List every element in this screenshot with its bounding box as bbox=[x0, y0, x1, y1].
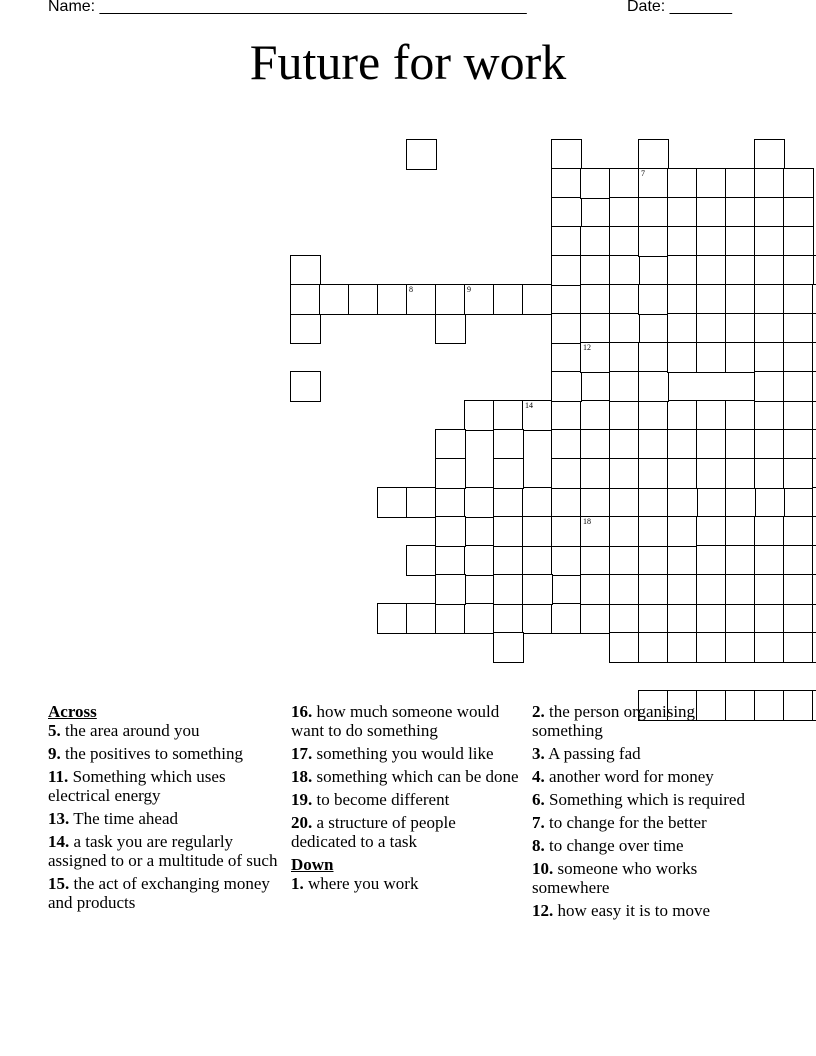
clue-text: another word for money bbox=[549, 767, 714, 786]
grid-cell[interactable] bbox=[609, 487, 640, 518]
grid-cell[interactable] bbox=[783, 516, 814, 547]
down-clue bbox=[532, 767, 764, 786]
grid-cell[interactable] bbox=[551, 168, 582, 199]
grid-cell[interactable] bbox=[638, 487, 669, 518]
grid-cell[interactable] bbox=[609, 516, 640, 547]
grid-cell[interactable] bbox=[783, 429, 814, 460]
clue-text: the person organising something bbox=[532, 702, 696, 740]
grid-cell[interactable] bbox=[493, 603, 524, 634]
down-clue bbox=[532, 859, 764, 897]
grid-cell[interactable] bbox=[435, 574, 466, 605]
grid-cell[interactable] bbox=[754, 516, 785, 547]
grid-cell[interactable] bbox=[667, 545, 698, 576]
grid-cell[interactable] bbox=[667, 313, 698, 344]
grid-cell[interactable] bbox=[783, 168, 814, 199]
grid-cell[interactable] bbox=[580, 284, 611, 315]
grid-cell[interactable] bbox=[696, 458, 727, 489]
grid-cell[interactable] bbox=[638, 342, 669, 373]
puzzle-title: Future for work bbox=[249, 34, 567, 90]
clue-number-label: 9 bbox=[467, 285, 471, 294]
grid-cell[interactable] bbox=[667, 168, 698, 199]
clue-number: 15. bbox=[48, 874, 70, 893]
grid-cell[interactable] bbox=[638, 603, 669, 634]
grid-cell[interactable] bbox=[783, 197, 814, 228]
grid-cell[interactable] bbox=[783, 342, 814, 373]
grid-cell[interactable] bbox=[725, 400, 756, 431]
grid-cell[interactable] bbox=[696, 255, 727, 286]
clue-number: 5. bbox=[48, 721, 61, 740]
grid-cell[interactable] bbox=[580, 371, 611, 402]
grid-cell[interactable] bbox=[551, 313, 582, 344]
grid-cell[interactable] bbox=[638, 168, 669, 199]
down-clue bbox=[532, 813, 764, 832]
grid-cell[interactable] bbox=[609, 255, 640, 286]
grid-cell[interactable] bbox=[725, 458, 756, 489]
grid-cell[interactable] bbox=[812, 632, 816, 663]
grid-cell[interactable] bbox=[406, 139, 437, 170]
grid-cell[interactable] bbox=[290, 284, 321, 315]
grid-cell[interactable] bbox=[377, 603, 408, 634]
grid-cell[interactable] bbox=[754, 197, 785, 228]
grid-cell[interactable] bbox=[551, 197, 582, 228]
clue-number: 14. bbox=[48, 832, 70, 851]
grid-cell[interactable] bbox=[696, 313, 727, 344]
across-clue bbox=[291, 702, 523, 740]
grid-cell[interactable] bbox=[551, 400, 582, 431]
grid-cell[interactable] bbox=[580, 574, 611, 605]
grid-cell[interactable] bbox=[580, 545, 611, 576]
grid-cell[interactable] bbox=[754, 226, 785, 257]
clue-text: Something which uses electrical energy bbox=[48, 767, 226, 805]
grid-cell[interactable] bbox=[667, 255, 698, 286]
grid-cell[interactable] bbox=[522, 516, 553, 547]
clue-text: someone who works somewhere bbox=[532, 859, 698, 897]
grid-cell[interactable] bbox=[667, 197, 698, 228]
grid-cell[interactable] bbox=[377, 487, 408, 518]
grid-cell[interactable] bbox=[435, 516, 466, 547]
across-clue bbox=[48, 809, 280, 828]
clue-number: 9. bbox=[48, 744, 61, 763]
grid-cell[interactable] bbox=[580, 226, 611, 257]
grid-cell[interactable] bbox=[580, 429, 611, 460]
grid-cell[interactable] bbox=[754, 603, 785, 634]
grid-cell[interactable] bbox=[725, 487, 756, 518]
grid-cell[interactable] bbox=[812, 487, 816, 518]
grid-cell[interactable] bbox=[696, 632, 727, 663]
grid-cell[interactable] bbox=[754, 429, 785, 460]
grid-cell[interactable] bbox=[667, 429, 698, 460]
clue-number: 8. bbox=[532, 836, 545, 855]
grid-cell[interactable] bbox=[725, 516, 756, 547]
grid-cell[interactable] bbox=[667, 342, 698, 373]
grid-cell[interactable] bbox=[551, 516, 582, 547]
grid-cell[interactable] bbox=[493, 516, 524, 547]
grid-cell[interactable] bbox=[580, 603, 611, 634]
grid-cell[interactable] bbox=[725, 313, 756, 344]
clue-number: 12. bbox=[532, 901, 554, 920]
clue-text: a structure of people dedicated to a task bbox=[291, 813, 456, 851]
grid-cell[interactable] bbox=[348, 284, 379, 315]
grid-cell[interactable] bbox=[435, 603, 466, 634]
grid-cell[interactable] bbox=[783, 545, 814, 576]
grid-cell[interactable] bbox=[638, 139, 669, 170]
grid-cell[interactable] bbox=[638, 226, 669, 257]
grid-cell[interactable] bbox=[551, 226, 582, 257]
grid-cell[interactable] bbox=[377, 284, 408, 315]
grid-cell[interactable] bbox=[609, 197, 640, 228]
grid-cell[interactable] bbox=[493, 458, 524, 489]
grid-cell[interactable] bbox=[667, 574, 698, 605]
grid-cell[interactable] bbox=[754, 284, 785, 315]
grid-cell[interactable] bbox=[696, 168, 727, 199]
grid-cell[interactable] bbox=[812, 371, 816, 402]
clue-number: 13. bbox=[48, 809, 70, 828]
grid-cell[interactable] bbox=[754, 574, 785, 605]
grid-cell[interactable] bbox=[667, 632, 698, 663]
grid-cell[interactable] bbox=[435, 487, 466, 518]
grid-cell[interactable] bbox=[609, 429, 640, 460]
down-clue bbox=[532, 836, 764, 855]
grid-cell[interactable] bbox=[783, 226, 814, 257]
clue-number-label: 12 bbox=[583, 343, 591, 352]
grid-cell[interactable] bbox=[783, 603, 814, 634]
grid-cell[interactable] bbox=[725, 603, 756, 634]
grid-cell[interactable] bbox=[725, 545, 756, 576]
clue-number: 7. bbox=[532, 813, 545, 832]
grid-cell[interactable] bbox=[754, 458, 785, 489]
grid-cell[interactable] bbox=[580, 168, 611, 199]
grid-cell[interactable] bbox=[812, 429, 816, 460]
across-heading: Across bbox=[48, 702, 97, 721]
grid-cell[interactable] bbox=[493, 545, 524, 576]
grid-cell[interactable] bbox=[754, 487, 785, 518]
grid-cell[interactable] bbox=[493, 487, 524, 518]
grid-cell[interactable] bbox=[812, 284, 816, 315]
clue-text: The time ahead bbox=[73, 809, 178, 828]
down-clue bbox=[291, 874, 523, 893]
grid-cell[interactable] bbox=[638, 632, 669, 663]
down-clue bbox=[532, 744, 764, 763]
grid-cell[interactable] bbox=[725, 429, 756, 460]
clue-number-label: 8 bbox=[409, 285, 413, 294]
grid-cell[interactable] bbox=[522, 603, 553, 634]
grid-cell[interactable] bbox=[638, 284, 669, 315]
grid-cell[interactable] bbox=[638, 400, 669, 431]
grid-cell[interactable] bbox=[551, 545, 582, 576]
grid-cell[interactable] bbox=[464, 603, 495, 634]
clue-column-1 bbox=[48, 702, 280, 916]
clue-number: 10. bbox=[532, 859, 554, 878]
grid-cell[interactable] bbox=[580, 197, 611, 228]
grid-cell[interactable] bbox=[464, 487, 495, 518]
grid-cell[interactable] bbox=[406, 284, 437, 315]
across-clue bbox=[291, 767, 523, 786]
grid-cell[interactable] bbox=[812, 516, 816, 547]
grid-cell[interactable] bbox=[551, 458, 582, 489]
grid-cell[interactable] bbox=[609, 371, 640, 402]
grid-cell[interactable] bbox=[638, 545, 669, 576]
name-field[interactable]: Name: ________________________________________________ bbox=[48, 0, 527, 15]
clue-column-2 bbox=[291, 702, 523, 897]
grid-cell[interactable] bbox=[754, 139, 785, 170]
across-clue bbox=[291, 813, 523, 851]
grid-cell[interactable] bbox=[522, 574, 553, 605]
grid-cell[interactable] bbox=[638, 458, 669, 489]
grid-cell[interactable] bbox=[696, 487, 727, 518]
grid-cell[interactable] bbox=[609, 603, 640, 634]
grid-cell[interactable] bbox=[638, 574, 669, 605]
grid-cell[interactable] bbox=[754, 371, 785, 402]
grid-cell[interactable] bbox=[667, 516, 698, 547]
grid-cell[interactable] bbox=[551, 284, 582, 315]
grid-cell[interactable] bbox=[812, 458, 816, 489]
down-heading: Down bbox=[291, 855, 334, 874]
grid-cell[interactable] bbox=[812, 574, 816, 605]
grid-cell[interactable] bbox=[696, 342, 727, 373]
grid-cell[interactable] bbox=[696, 516, 727, 547]
grid-cell[interactable] bbox=[609, 632, 640, 663]
grid-cell[interactable] bbox=[812, 400, 816, 431]
grid-cell[interactable] bbox=[783, 255, 814, 286]
clue-text: the positives to something bbox=[65, 744, 244, 763]
grid-cell[interactable] bbox=[696, 574, 727, 605]
grid-cell[interactable] bbox=[696, 197, 727, 228]
date-field[interactable]: Date: _______ bbox=[627, 0, 732, 15]
grid-cell[interactable] bbox=[783, 690, 814, 721]
grid-cell[interactable] bbox=[551, 603, 582, 634]
grid-cell[interactable] bbox=[783, 313, 814, 344]
grid-cell[interactable] bbox=[783, 458, 814, 489]
grid-cell[interactable] bbox=[725, 226, 756, 257]
clue-text: how much someone would want to do something bbox=[291, 702, 500, 740]
grid-cell[interactable] bbox=[638, 313, 669, 344]
clue-text: a task you are regularly assigned to or a multitude of such bbox=[48, 832, 278, 870]
clue-number-label: 7 bbox=[641, 169, 645, 178]
clue-text: the act of exchanging money and products bbox=[48, 874, 270, 912]
down-clue bbox=[532, 790, 764, 809]
grid-cell[interactable] bbox=[580, 487, 611, 518]
grid-cell[interactable] bbox=[754, 168, 785, 199]
grid-cell[interactable] bbox=[783, 371, 814, 402]
grid-cell[interactable] bbox=[464, 545, 495, 576]
grid-cell[interactable] bbox=[725, 342, 756, 373]
grid-cell[interactable] bbox=[696, 429, 727, 460]
across-clue bbox=[291, 790, 523, 809]
clue-number: 18. bbox=[291, 767, 313, 786]
grid-cell[interactable] bbox=[754, 545, 785, 576]
clue-text: where you work bbox=[308, 874, 419, 893]
grid-cell[interactable] bbox=[812, 342, 816, 373]
clue-number: 4. bbox=[532, 767, 545, 786]
grid-cell[interactable] bbox=[638, 429, 669, 460]
grid-cell[interactable] bbox=[725, 197, 756, 228]
grid-cell[interactable] bbox=[725, 574, 756, 605]
grid-cell[interactable] bbox=[696, 545, 727, 576]
grid-cell[interactable] bbox=[638, 371, 669, 402]
grid-cell[interactable] bbox=[435, 313, 466, 344]
clue-number: 2. bbox=[532, 702, 545, 721]
grid-cell[interactable] bbox=[290, 313, 321, 344]
grid-cell[interactable] bbox=[609, 574, 640, 605]
grid-cell[interactable] bbox=[696, 226, 727, 257]
grid-cell[interactable] bbox=[754, 255, 785, 286]
grid-cell[interactable] bbox=[754, 342, 785, 373]
grid-cell[interactable] bbox=[638, 516, 669, 547]
grid-cell[interactable] bbox=[551, 429, 582, 460]
grid-cell[interactable] bbox=[580, 400, 611, 431]
grid-cell[interactable] bbox=[580, 458, 611, 489]
clue-text: to change over time bbox=[549, 836, 684, 855]
grid-cell[interactable] bbox=[783, 574, 814, 605]
grid-cell[interactable] bbox=[725, 284, 756, 315]
clue-column-3 bbox=[532, 702, 764, 924]
grid-cell[interactable] bbox=[406, 603, 437, 634]
grid-cell[interactable] bbox=[696, 284, 727, 315]
down-clue bbox=[532, 901, 764, 920]
grid-cell[interactable] bbox=[609, 342, 640, 373]
grid-cell[interactable] bbox=[609, 284, 640, 315]
clue-number-label: 18 bbox=[583, 517, 591, 526]
across-clue bbox=[291, 744, 523, 763]
grid-cell[interactable] bbox=[667, 458, 698, 489]
grid-cell[interactable] bbox=[551, 342, 582, 373]
grid-cell[interactable] bbox=[580, 255, 611, 286]
across-clue bbox=[48, 744, 280, 763]
grid-cell[interactable] bbox=[580, 313, 611, 344]
grid-cell[interactable] bbox=[812, 690, 816, 721]
grid-cell[interactable] bbox=[551, 255, 582, 286]
grid-cell[interactable] bbox=[493, 574, 524, 605]
grid-cell[interactable] bbox=[812, 545, 816, 576]
grid-cell[interactable] bbox=[290, 255, 321, 286]
grid-cell[interactable] bbox=[725, 168, 756, 199]
grid-cell[interactable] bbox=[580, 516, 611, 547]
grid-cell[interactable] bbox=[812, 313, 816, 344]
grid-cell[interactable] bbox=[609, 545, 640, 576]
grid-cell[interactable] bbox=[667, 284, 698, 315]
grid-cell[interactable] bbox=[435, 545, 466, 576]
grid-cell[interactable] bbox=[812, 603, 816, 634]
grid-cell[interactable] bbox=[493, 284, 524, 315]
grid-cell[interactable] bbox=[551, 371, 582, 402]
grid-cell[interactable] bbox=[609, 400, 640, 431]
grid-cell[interactable] bbox=[464, 400, 495, 431]
clue-text: to change for the better bbox=[549, 813, 707, 832]
clue-number: 1. bbox=[291, 874, 304, 893]
grid-cell[interactable] bbox=[464, 284, 495, 315]
grid-cell[interactable] bbox=[667, 226, 698, 257]
grid-cell[interactable] bbox=[609, 313, 640, 344]
clue-text: something which can be done bbox=[316, 767, 519, 786]
grid-cell[interactable] bbox=[754, 632, 785, 663]
clue-number-label: 14 bbox=[525, 401, 533, 410]
grid-cell[interactable] bbox=[638, 197, 669, 228]
grid-cell[interactable] bbox=[493, 429, 524, 460]
grid-cell[interactable] bbox=[493, 632, 524, 663]
clue-number: 3. bbox=[532, 744, 545, 763]
grid-cell[interactable] bbox=[435, 458, 466, 489]
grid-cell[interactable] bbox=[667, 400, 698, 431]
clue-text: how easy it is to move bbox=[557, 901, 711, 920]
grid-cell[interactable] bbox=[522, 545, 553, 576]
grid-cell[interactable] bbox=[580, 342, 611, 373]
grid-cell[interactable] bbox=[609, 168, 640, 199]
clue-number: 19. bbox=[291, 790, 313, 809]
across-clue bbox=[48, 832, 280, 870]
grid-cell[interactable] bbox=[754, 400, 785, 431]
clue-text: something you would like bbox=[316, 744, 494, 763]
grid-cell[interactable] bbox=[551, 139, 582, 170]
clue-text: A passing fad bbox=[548, 744, 641, 763]
clue-number: 20. bbox=[291, 813, 313, 832]
grid-cell[interactable] bbox=[435, 429, 466, 460]
grid-cell[interactable] bbox=[609, 226, 640, 257]
clue-number: 6. bbox=[532, 790, 545, 809]
grid-cell[interactable] bbox=[783, 632, 814, 663]
grid-cell[interactable] bbox=[783, 284, 814, 315]
grid-cell[interactable] bbox=[783, 400, 814, 431]
grid-cell[interactable] bbox=[609, 458, 640, 489]
grid-cell[interactable] bbox=[551, 487, 582, 518]
grid-cell[interactable] bbox=[406, 487, 437, 518]
grid-cell[interactable] bbox=[522, 400, 553, 431]
grid-cell[interactable] bbox=[319, 284, 350, 315]
across-clue bbox=[48, 874, 280, 912]
across-clue bbox=[48, 767, 280, 805]
clue-number: 16. bbox=[291, 702, 313, 721]
grid-cell[interactable] bbox=[696, 400, 727, 431]
grid-cell[interactable] bbox=[435, 284, 466, 315]
clue-number: 11. bbox=[48, 767, 69, 786]
grid-cell[interactable] bbox=[725, 632, 756, 663]
grid-cell[interactable] bbox=[754, 313, 785, 344]
grid-cell[interactable] bbox=[522, 284, 553, 315]
grid-cell[interactable] bbox=[290, 371, 321, 402]
across-clue bbox=[48, 721, 280, 740]
grid-cell[interactable] bbox=[493, 400, 524, 431]
grid-cell[interactable] bbox=[406, 545, 437, 576]
grid-cell[interactable] bbox=[725, 255, 756, 286]
grid-cell[interactable] bbox=[667, 603, 698, 634]
clue-text: the area around you bbox=[65, 721, 200, 740]
grid-cell[interactable] bbox=[667, 487, 698, 518]
clue-text: Something which is required bbox=[549, 790, 745, 809]
grid-cell[interactable] bbox=[522, 487, 553, 518]
clue-text: to become different bbox=[316, 790, 450, 809]
clue-number: 17. bbox=[291, 744, 313, 763]
down-clue bbox=[532, 702, 764, 740]
grid-cell[interactable] bbox=[696, 603, 727, 634]
